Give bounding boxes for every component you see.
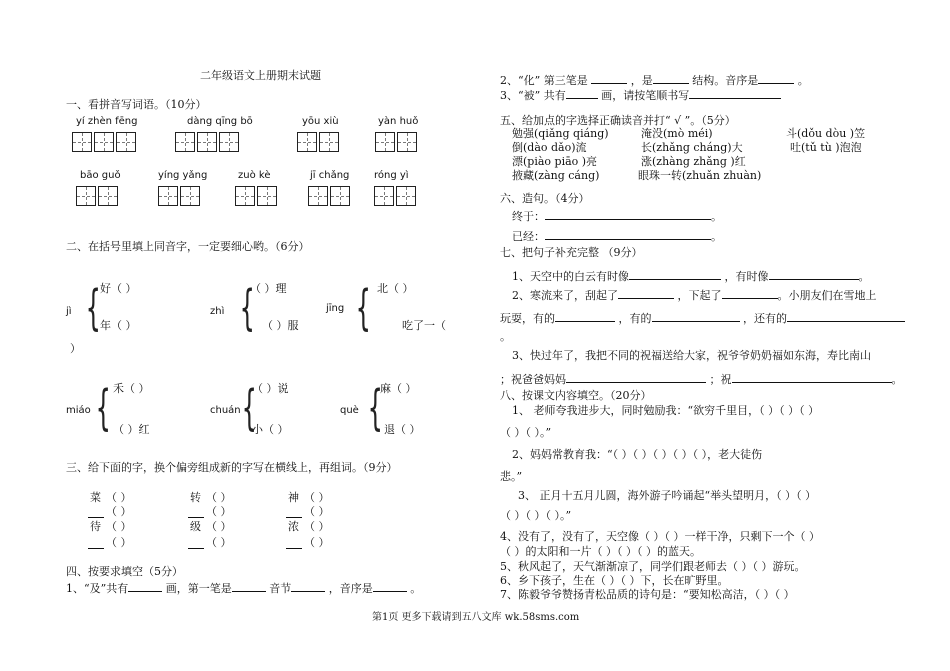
fill-line[interactable]: 5、秋风起了，天气渐渐凉了，同学们跟老师去（ ）（ ）游玩。 [500, 560, 806, 573]
pinyin: jī chǎng [310, 170, 350, 181]
writing-grid[interactable] [72, 132, 138, 152]
sentence-2: 已经： 。 [512, 230, 722, 243]
answer-blank[interactable] [722, 287, 778, 299]
question-7-3: 3、快过年了，我把不同的祝福送给大家，祝爷爷奶奶福如东海，寿比南山 [512, 349, 871, 362]
brace: { [367, 380, 383, 436]
answer-blank[interactable] [618, 287, 674, 299]
fill-line[interactable]: 2、妈妈常教育我：“（ ）（ ）（ ）（ ）（ ），老大徒伤 [512, 448, 763, 461]
char-item: 菜 [90, 491, 101, 504]
section-6-heading: 六、造句。（4分） [500, 192, 590, 205]
char-paren[interactable]: （ ） [304, 505, 330, 518]
pinyin: yíng yǎng [158, 170, 208, 181]
pinyin: chuán [210, 405, 241, 416]
char-paren[interactable]: （ ） [206, 505, 232, 518]
question-7-2-end: 。 [500, 330, 511, 343]
brace: { [85, 280, 101, 336]
char-paren[interactable]: （ ） [106, 520, 132, 533]
pinyin: dàng qīng bō [187, 116, 253, 127]
reading-item[interactable]: 涨(zhàng zhǎng )红 [641, 155, 746, 168]
char-paren[interactable]: （ ） [206, 520, 232, 533]
answer-blank[interactable] [787, 310, 905, 322]
answer-blank[interactable] [566, 87, 598, 99]
section-4-heading: 四、按要求填空（5分） [66, 565, 183, 578]
brace: { [241, 380, 257, 436]
reading-item[interactable]: 漂(piào piāo )亮 [512, 155, 598, 168]
pinyin: jì [66, 306, 72, 317]
fill-line[interactable]: （ ）（ ）。” [500, 426, 552, 439]
reading-item[interactable]: 淹没(mò méi) [641, 127, 713, 140]
answer-blank[interactable] [373, 580, 407, 592]
answer-blank[interactable] [758, 72, 794, 84]
blank-line[interactable] [188, 537, 204, 553]
answer-blank[interactable] [689, 87, 781, 99]
fill-line[interactable]: 6、乡下孩子，生在（ ）（ ）下，长在旷野里。 [500, 574, 729, 587]
char-item: 级 [190, 520, 201, 533]
fill-item[interactable]: （ ）理 [250, 282, 287, 295]
fill-line[interactable]: （ ）的太阳和一片（ ）（ ）（ ）的蓝天。 [500, 545, 701, 558]
fill-item[interactable]: （ ）红 [113, 423, 150, 436]
writing-grid[interactable] [175, 132, 241, 152]
fill-line: 悲。” [500, 470, 523, 483]
fill-line[interactable]: 3、 正月十五月儿圆，海外游子吟诵起“举头望明月，（ ）（ ） [518, 489, 817, 502]
brace: { [239, 280, 255, 336]
reading-item[interactable]: 倒(dào dǎo)流 [512, 141, 587, 154]
char-paren[interactable]: （ ） [304, 491, 330, 504]
pinyin: jīng [326, 303, 345, 314]
writing-grid[interactable] [235, 186, 279, 206]
writing-grid[interactable] [76, 186, 120, 206]
char-item: 浓 [288, 520, 299, 533]
pinyin: zhì [210, 306, 225, 317]
answer-blank[interactable] [291, 580, 325, 592]
char-paren[interactable]: （ ） [304, 536, 330, 549]
section-7-heading: 七、把句子补充完整 （9分） [500, 246, 643, 259]
reading-item[interactable]: 吐(tǔ tù )泡泡 [790, 141, 862, 154]
answer-blank[interactable] [591, 72, 627, 84]
fill-item[interactable]: 好（ ） [100, 282, 137, 295]
char-paren[interactable]: （ ） [206, 536, 232, 549]
char-item: 转 [190, 491, 201, 504]
pinyin: bāo guǒ [80, 170, 121, 181]
char-paren[interactable]: （ ） [106, 505, 132, 518]
answer-blank[interactable] [555, 310, 615, 322]
answer-blank[interactable] [732, 371, 892, 383]
pinyin: yí zhèn fēng [76, 116, 138, 127]
reading-item[interactable]: 勉强(qiǎng qiáng) [512, 127, 609, 140]
question-4-2: 2、“化” 第三笔是 ，是 结构。音序是 。 [500, 74, 809, 87]
char-paren[interactable]: （ ） [106, 536, 132, 549]
page-title: 二年级语文上册期末试题 [200, 69, 321, 82]
section-3-heading: 三、给下面的字，换个偏旁组成新的字写在横线上，再组词。（9分） [66, 461, 398, 474]
writing-grid[interactable] [297, 132, 341, 152]
reading-item[interactable]: 眼珠一转(zhuǎn zhuàn) [638, 169, 762, 182]
writing-grid[interactable] [374, 186, 418, 206]
fill-line[interactable]: 7、陈毅爷爷赞扬青松品质的诗句是：“要知松高洁，（ ）（ ） [500, 588, 795, 601]
section-5-heading: 五、给加点的字选择正确读音并打“ √ ”。（5分） [500, 114, 736, 127]
fill-item[interactable]: 禾（ ） [113, 382, 150, 395]
fill-item: ） [70, 342, 81, 355]
fill-line[interactable]: 4、没有了，没有了，天空像（ ）（ ）一样干净，只剩下一个（ ） [500, 530, 820, 543]
fill-item[interactable]: 麻（ ） [380, 382, 417, 395]
question-7-1: 1、天空中的白云有时像 ，有时像 。 [512, 270, 870, 283]
question-7-2-cont: 玩耍，有的 ，有的 ，还有的 [500, 310, 905, 326]
fill-line[interactable]: （ ）（ ）（ ）。” [500, 509, 572, 522]
sentence-1: 终于： 。 [512, 210, 722, 223]
answer-blank[interactable] [769, 268, 859, 280]
blank-line[interactable] [286, 537, 302, 553]
fill-item[interactable]: 北（ ） [377, 282, 414, 295]
writing-grid[interactable] [375, 132, 419, 152]
char-paren[interactable]: （ ） [106, 491, 132, 504]
question-4-3: 3、“被” 共有 画，请按笔顺书写 [500, 87, 781, 103]
answer-blank[interactable] [232, 580, 266, 592]
char-item: 神 [288, 491, 299, 504]
question-4-1: 1、“及”共有 画，第一笔是 音节 ，音序是 。 [66, 582, 422, 595]
pinyin: miáo [66, 405, 91, 416]
fill-item[interactable]: 年（ ） [100, 319, 137, 332]
pinyin: zuò kè [238, 170, 271, 181]
question-7-3-cont: ；祝爸爸妈妈 ；祝 。 [500, 373, 903, 386]
blank-line[interactable] [88, 537, 104, 553]
pinyin: yōu xiù [302, 116, 339, 127]
question-7-2: 2、寒流来了，刮起了 ，下起了 。小朋友们在雪地上 [512, 289, 877, 302]
answer-blank[interactable] [653, 72, 689, 84]
fill-item[interactable]: 小（ ） [252, 423, 289, 436]
brace: { [355, 280, 371, 336]
writing-grid[interactable] [308, 186, 352, 206]
fill-line[interactable]: 1、 老师夸我进步大，同时勉励我：“欲穷千里目，（ ）（ ）（ ） [512, 404, 820, 417]
fill-item[interactable]: 吃了一（ [402, 319, 446, 332]
answer-blank[interactable] [545, 228, 711, 240]
reading-item[interactable]: 长(zhǎng cháng)大 [641, 141, 743, 154]
answer-blank[interactable] [128, 580, 162, 592]
answer-blank[interactable] [545, 208, 711, 220]
page-footer: 第1页 更多下载请到五八文库 wk.58sms.com [372, 612, 580, 623]
pinyin: róng yì [374, 170, 409, 181]
reading-item[interactable]: 斗(dǒu dòu )笠 [786, 127, 866, 140]
char-paren[interactable]: （ ） [206, 491, 232, 504]
answer-blank[interactable] [566, 371, 706, 383]
char-paren[interactable]: （ ） [304, 520, 330, 533]
section-8-heading: 八、按课文内容填空。（20分） [500, 389, 652, 402]
fill-item[interactable]: （ ）服 [262, 319, 299, 332]
fill-item[interactable]: （ ）说 [252, 382, 289, 395]
char-item: 待 [90, 520, 101, 533]
reading-item[interactable]: 掖藏(zàng cáng) [512, 169, 600, 182]
answer-blank[interactable] [629, 268, 721, 280]
section-2-heading: 二、在括号里填上同音字，一定要细心哟。（6分） [66, 240, 310, 253]
writing-grid[interactable] [158, 186, 202, 206]
section-1-heading: 一、看拼音写词语。（10分） [66, 98, 207, 111]
answer-blank[interactable] [652, 310, 740, 322]
pinyin: yàn huǒ [378, 116, 419, 127]
pinyin: què [340, 405, 359, 416]
brace: { [95, 380, 111, 436]
fill-item[interactable]: 退（ ） [384, 423, 421, 436]
